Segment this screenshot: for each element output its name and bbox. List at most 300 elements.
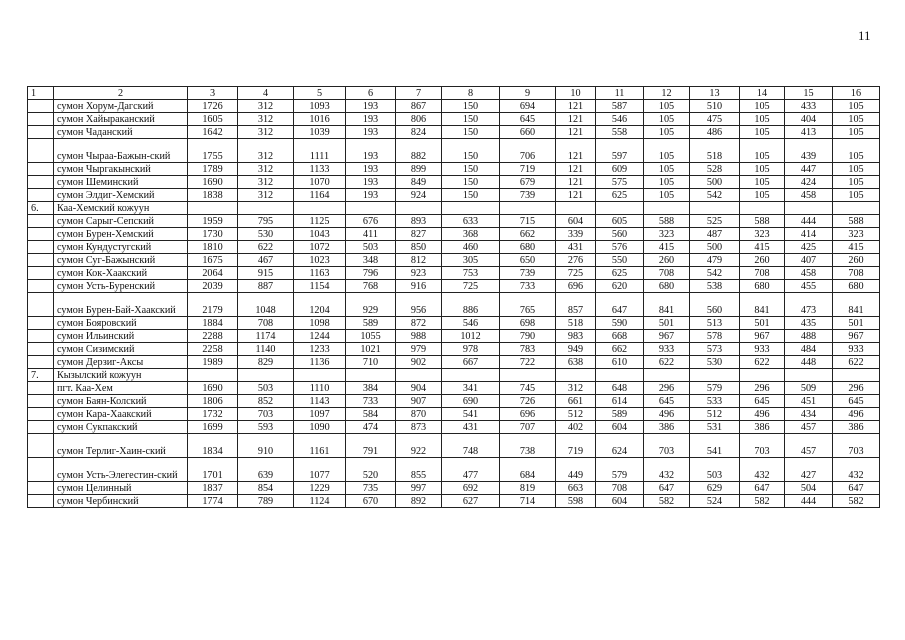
value-cell: 530: [238, 228, 294, 241]
settlement-name: сумон Сукпакский: [54, 421, 188, 434]
value-cell: 710: [346, 356, 396, 369]
table-row: [28, 139, 880, 163]
value-cell: 597: [596, 139, 644, 163]
value-cell: 679: [500, 176, 556, 189]
value-cell: 411: [346, 228, 396, 241]
value-cell: 867: [396, 100, 442, 113]
row-index: [28, 254, 54, 267]
value-cell: [238, 369, 294, 382]
value-cell: [500, 202, 556, 215]
value-cell: 922: [396, 434, 442, 458]
value-cell: 696: [500, 408, 556, 421]
value-cell: 121: [556, 176, 596, 189]
value-cell: 105: [833, 113, 880, 126]
row-index: [28, 421, 54, 434]
value-cell: 647: [596, 293, 644, 317]
value-cell: 680: [740, 280, 785, 293]
value-cell: 582: [833, 495, 880, 508]
page-number: 11: [858, 28, 871, 43]
value-cell: 719: [500, 163, 556, 176]
value-cell: 105: [833, 139, 880, 163]
value-cell: 790: [500, 330, 556, 343]
value-cell: 827: [396, 228, 442, 241]
value-cell: 1161: [294, 434, 346, 458]
value-cell: 1789: [188, 163, 238, 176]
value-cell: [690, 369, 740, 382]
value-cell: 1136: [294, 356, 346, 369]
value-cell: 487: [690, 228, 740, 241]
value-cell: 663: [556, 482, 596, 495]
value-cell: 1732: [188, 408, 238, 421]
settlement-name: сумон Кара-Хаакский: [54, 408, 188, 421]
value-cell: 425: [785, 241, 833, 254]
value-cell: 647: [833, 482, 880, 495]
value-cell: 680: [500, 241, 556, 254]
row-index: [28, 176, 54, 189]
value-cell: 887: [238, 280, 294, 293]
value-cell: 579: [596, 458, 644, 482]
column-header: 13: [690, 87, 740, 100]
value-cell: 479: [690, 254, 740, 267]
value-cell: 1143: [294, 395, 346, 408]
value-cell: 739: [500, 267, 556, 280]
value-cell: 512: [556, 408, 596, 421]
value-cell: 645: [833, 395, 880, 408]
value-cell: 933: [644, 343, 690, 356]
value-cell: 1070: [294, 176, 346, 189]
value-cell: 150: [442, 163, 500, 176]
value-cell: 726: [500, 395, 556, 408]
value-cell: 512: [690, 408, 740, 421]
value-cell: 768: [346, 280, 396, 293]
value-cell: 448: [785, 356, 833, 369]
value-cell: 105: [644, 139, 690, 163]
value-cell: 530: [690, 356, 740, 369]
table-row: [28, 228, 880, 241]
value-cell: 1730: [188, 228, 238, 241]
row-index: [28, 139, 54, 163]
value-cell: 1989: [188, 356, 238, 369]
value-cell: 638: [556, 356, 596, 369]
value-cell: 1229: [294, 482, 346, 495]
value-cell: 150: [442, 126, 500, 139]
value-cell: 193: [346, 163, 396, 176]
value-cell: 323: [833, 228, 880, 241]
value-cell: 703: [833, 434, 880, 458]
value-cell: 339: [556, 228, 596, 241]
value-cell: 1163: [294, 267, 346, 280]
value-cell: 386: [833, 421, 880, 434]
value-cell: 150: [442, 100, 500, 113]
column-header: 3: [188, 87, 238, 100]
value-cell: 667: [442, 356, 500, 369]
value-cell: 933: [740, 343, 785, 356]
value-cell: 587: [596, 100, 644, 113]
value-cell: 528: [690, 163, 740, 176]
value-cell: 2039: [188, 280, 238, 293]
value-cell: 1021: [346, 343, 396, 356]
value-cell: 882: [396, 139, 442, 163]
value-cell: [346, 369, 396, 382]
value-cell: 924: [396, 189, 442, 202]
settlement-name: пгт. Каа-Хем: [54, 382, 188, 395]
value-cell: 902: [396, 356, 442, 369]
value-cell: 690: [442, 395, 500, 408]
column-header: 6: [346, 87, 396, 100]
value-cell: 680: [644, 280, 690, 293]
value-cell: 916: [396, 280, 442, 293]
table-row: [28, 113, 880, 126]
value-cell: 706: [500, 139, 556, 163]
value-cell: 1012: [442, 330, 500, 343]
value-cell: 625: [596, 189, 644, 202]
value-cell: 604: [596, 495, 644, 508]
value-cell: 694: [500, 100, 556, 113]
row-index: 7.: [28, 369, 54, 382]
settlement-name: сумон Чыраа-Бажын-ский: [54, 139, 188, 163]
value-cell: 680: [833, 280, 880, 293]
value-cell: 1690: [188, 176, 238, 189]
value-cell: 735: [346, 482, 396, 495]
value-cell: 684: [500, 458, 556, 482]
value-cell: 496: [644, 408, 690, 421]
value-cell: 829: [238, 356, 294, 369]
settlement-name: сумон Элдиг-Хемский: [54, 189, 188, 202]
value-cell: [644, 202, 690, 215]
value-cell: 893: [396, 215, 442, 228]
value-cell: 510: [690, 100, 740, 113]
value-cell: 692: [442, 482, 500, 495]
value-cell: 504: [785, 482, 833, 495]
value-cell: 582: [644, 495, 690, 508]
value-cell: 105: [740, 163, 785, 176]
value-cell: 870: [396, 408, 442, 421]
value-cell: 312: [556, 382, 596, 395]
value-cell: 500: [690, 241, 740, 254]
table-row: [28, 395, 880, 408]
value-cell: 1016: [294, 113, 346, 126]
value-cell: 323: [644, 228, 690, 241]
value-cell: 296: [833, 382, 880, 395]
value-cell: 121: [556, 189, 596, 202]
value-cell: 496: [833, 408, 880, 421]
value-cell: 1164: [294, 189, 346, 202]
value-cell: 435: [785, 317, 833, 330]
value-cell: 708: [644, 267, 690, 280]
value-cell: 707: [500, 421, 556, 434]
table-row: [28, 254, 880, 267]
value-cell: 296: [740, 382, 785, 395]
value-cell: [740, 202, 785, 215]
value-cell: [596, 369, 644, 382]
value-cell: 650: [500, 254, 556, 267]
value-cell: [644, 369, 690, 382]
value-cell: 819: [500, 482, 556, 495]
value-cell: 1125: [294, 215, 346, 228]
value-cell: 719: [556, 434, 596, 458]
value-cell: 645: [500, 113, 556, 126]
value-cell: 427: [785, 458, 833, 482]
settlement-name: сумон Чербинский: [54, 495, 188, 508]
value-cell: 722: [500, 356, 556, 369]
value-cell: 402: [556, 421, 596, 434]
value-cell: 386: [740, 421, 785, 434]
value-cell: 841: [833, 293, 880, 317]
value-cell: 312: [238, 100, 294, 113]
value-cell: 415: [833, 241, 880, 254]
row-index: [28, 343, 54, 356]
value-cell: 576: [596, 241, 644, 254]
value-cell: 661: [556, 395, 596, 408]
value-cell: 573: [690, 343, 740, 356]
value-cell: 578: [690, 330, 740, 343]
value-cell: 1244: [294, 330, 346, 343]
value-cell: 662: [500, 228, 556, 241]
value-cell: 915: [238, 267, 294, 280]
value-cell: 501: [740, 317, 785, 330]
value-cell: 260: [833, 254, 880, 267]
value-cell: 432: [644, 458, 690, 482]
value-cell: 542: [690, 189, 740, 202]
value-cell: 708: [596, 482, 644, 495]
section-name: Каа-Хемский кожуун: [54, 202, 188, 215]
value-cell: 415: [740, 241, 785, 254]
settlement-name: сумон Чаданский: [54, 126, 188, 139]
value-cell: [442, 369, 500, 382]
value-cell: 404: [785, 113, 833, 126]
value-cell: 121: [556, 126, 596, 139]
value-cell: [238, 202, 294, 215]
value-cell: 627: [442, 495, 500, 508]
row-index: [28, 100, 54, 113]
value-cell: 967: [644, 330, 690, 343]
value-cell: 708: [740, 267, 785, 280]
value-cell: 733: [500, 280, 556, 293]
value-cell: 625: [596, 267, 644, 280]
value-cell: 614: [596, 395, 644, 408]
row-index: [28, 382, 54, 395]
table-row: [28, 163, 880, 176]
table-row: [28, 126, 880, 139]
value-cell: 457: [785, 421, 833, 434]
value-cell: 105: [833, 176, 880, 189]
value-cell: 434: [785, 408, 833, 421]
value-cell: 542: [690, 267, 740, 280]
row-index: [28, 280, 54, 293]
value-cell: 1098: [294, 317, 346, 330]
value-cell: 714: [500, 495, 556, 508]
value-cell: 824: [396, 126, 442, 139]
value-cell: 589: [596, 408, 644, 421]
value-cell: 431: [556, 241, 596, 254]
value-cell: 531: [690, 421, 740, 434]
value-cell: 929: [346, 293, 396, 317]
value-cell: 1055: [346, 330, 396, 343]
value-cell: 1605: [188, 113, 238, 126]
value-cell: 312: [238, 126, 294, 139]
value-cell: 193: [346, 126, 396, 139]
value-cell: 1048: [238, 293, 294, 317]
value-cell: 1810: [188, 241, 238, 254]
value-cell: 1090: [294, 421, 346, 434]
value-cell: [596, 202, 644, 215]
value-cell: 105: [740, 100, 785, 113]
column-header: 8: [442, 87, 500, 100]
value-cell: 541: [690, 434, 740, 458]
value-cell: 1726: [188, 100, 238, 113]
value-cell: 193: [346, 189, 396, 202]
value-cell: 899: [396, 163, 442, 176]
settlement-name: сумон Усть-Буренский: [54, 280, 188, 293]
value-cell: 560: [596, 228, 644, 241]
section-row: [28, 369, 880, 382]
column-header: 4: [238, 87, 294, 100]
table-row: [28, 317, 880, 330]
value-cell: 983: [556, 330, 596, 343]
row-index: [28, 163, 54, 176]
value-cell: 739: [500, 189, 556, 202]
value-cell: 1093: [294, 100, 346, 113]
value-cell: 384: [346, 382, 396, 395]
value-cell: 579: [690, 382, 740, 395]
row-index: [28, 113, 54, 126]
value-cell: 660: [500, 126, 556, 139]
value-cell: 474: [346, 421, 396, 434]
value-cell: 967: [740, 330, 785, 343]
value-cell: 105: [644, 176, 690, 189]
value-cell: 458: [785, 189, 833, 202]
value-cell: 105: [740, 139, 785, 163]
settlement-name: сумон Шеминский: [54, 176, 188, 189]
column-header: 14: [740, 87, 785, 100]
value-cell: 312: [238, 139, 294, 163]
value-cell: 105: [740, 176, 785, 189]
value-cell: 703: [644, 434, 690, 458]
value-cell: [785, 369, 833, 382]
column-header: 16: [833, 87, 880, 100]
value-cell: 933: [833, 343, 880, 356]
value-cell: 348: [346, 254, 396, 267]
value-cell: 796: [346, 267, 396, 280]
value-cell: 460: [442, 241, 500, 254]
value-cell: 341: [442, 382, 500, 395]
value-cell: 407: [785, 254, 833, 267]
value-cell: 1039: [294, 126, 346, 139]
value-cell: 1140: [238, 343, 294, 356]
value-cell: 276: [556, 254, 596, 267]
value-cell: 1023: [294, 254, 346, 267]
row-index: [28, 482, 54, 495]
value-cell: 892: [396, 495, 442, 508]
value-cell: 997: [396, 482, 442, 495]
value-cell: 150: [442, 189, 500, 202]
value-cell: 1110: [294, 382, 346, 395]
table-row: [28, 241, 880, 254]
settlement-name: сумон Бурен-Хемский: [54, 228, 188, 241]
value-cell: [556, 202, 596, 215]
value-cell: 509: [785, 382, 833, 395]
value-cell: 765: [500, 293, 556, 317]
value-cell: 260: [740, 254, 785, 267]
value-cell: 1699: [188, 421, 238, 434]
value-cell: 538: [690, 280, 740, 293]
value-cell: 105: [833, 163, 880, 176]
table-row: [28, 267, 880, 280]
column-header: 2: [54, 87, 188, 100]
table-row: [28, 293, 880, 317]
value-cell: 715: [500, 215, 556, 228]
value-cell: 121: [556, 113, 596, 126]
value-cell: 604: [556, 215, 596, 228]
value-cell: 1755: [188, 139, 238, 163]
settlement-name: сумон Целинный: [54, 482, 188, 495]
value-cell: 703: [238, 408, 294, 421]
value-cell: 467: [238, 254, 294, 267]
settlement-name: сумон Бояровский: [54, 317, 188, 330]
value-cell: 475: [690, 113, 740, 126]
settlement-name: сумон Кок-Хаакский: [54, 267, 188, 280]
value-cell: 503: [238, 382, 294, 395]
value-cell: 560: [690, 293, 740, 317]
value-cell: 312: [238, 163, 294, 176]
section-row: [28, 202, 880, 215]
value-cell: 1072: [294, 241, 346, 254]
value-cell: 647: [644, 482, 690, 495]
row-index: [28, 317, 54, 330]
settlement-name: сумон Хайыраканский: [54, 113, 188, 126]
value-cell: 458: [785, 267, 833, 280]
data-table: [27, 86, 880, 508]
value-cell: 484: [785, 343, 833, 356]
value-cell: 558: [596, 126, 644, 139]
value-cell: 589: [346, 317, 396, 330]
value-cell: 588: [740, 215, 785, 228]
value-cell: 296: [644, 382, 690, 395]
value-cell: 610: [596, 356, 644, 369]
value-cell: 432: [833, 458, 880, 482]
value-cell: 1233: [294, 343, 346, 356]
value-cell: [740, 369, 785, 382]
value-cell: 105: [644, 163, 690, 176]
value-cell: 725: [556, 267, 596, 280]
value-cell: 105: [740, 113, 785, 126]
value-cell: 841: [644, 293, 690, 317]
value-cell: 444: [785, 495, 833, 508]
column-header: 12: [644, 87, 690, 100]
value-cell: 447: [785, 163, 833, 176]
value-cell: 121: [556, 100, 596, 113]
value-cell: 105: [740, 189, 785, 202]
value-cell: 105: [644, 189, 690, 202]
value-cell: 662: [596, 343, 644, 356]
table-row: [28, 408, 880, 421]
settlement-name: сумон Чыргакынский: [54, 163, 188, 176]
table-row: [28, 356, 880, 369]
value-cell: 620: [596, 280, 644, 293]
row-index: [28, 330, 54, 343]
value-cell: 850: [396, 241, 442, 254]
table-row: [28, 176, 880, 189]
value-cell: 533: [690, 395, 740, 408]
value-cell: 624: [596, 434, 644, 458]
value-cell: 1097: [294, 408, 346, 421]
value-cell: 477: [442, 458, 500, 482]
value-cell: 886: [442, 293, 500, 317]
value-cell: 956: [396, 293, 442, 317]
value-cell: 852: [238, 395, 294, 408]
value-cell: 525: [690, 215, 740, 228]
value-cell: 386: [644, 421, 690, 434]
